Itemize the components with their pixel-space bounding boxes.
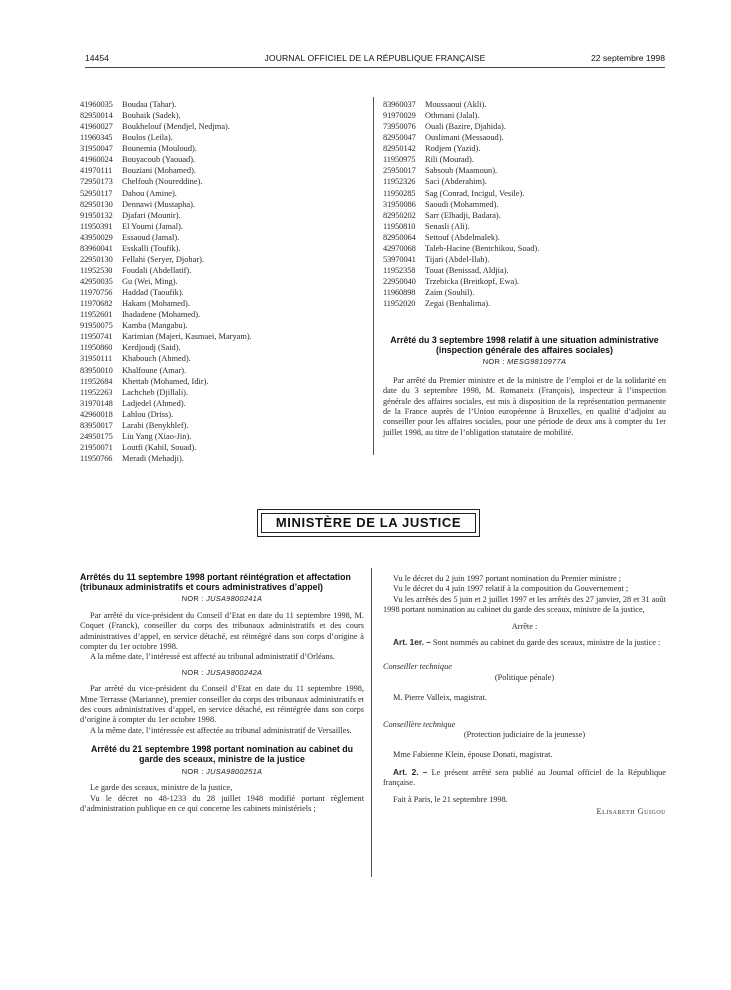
entry-code: 11950391 — [80, 221, 113, 231]
entry-name: Ouslimani (Messaoud). — [425, 133, 504, 143]
entry-code: 42970068 — [383, 243, 416, 253]
name-entry — [383, 99, 668, 110]
entry-code: 82950014 — [80, 111, 113, 121]
entry-code: 11952326 — [383, 177, 416, 187]
arrete-social-body: Par arrêté du Premier ministre et de la ministre de l’emploi et de la solidarité en date du 3 septembre 1998, M. Romaneix (François), inspecteur à l’inspection générale des affaires sociales, est mis à disposition de la représentation permanente de la France auprès de l’Union européenne à Bruxelles, en qualité d’adjoint au conseiller pour les affaires sociales, pour une période de deux ans à compter du 1er juillet 1998, au titre de l’obligation statutaire de mobilité. — [383, 375, 666, 437]
right-column — [383, 574, 666, 818]
name-entry — [80, 398, 365, 409]
arrete-word: Arrête : — [511, 621, 538, 631]
entry-name: Saoudi (Mohammed). — [425, 199, 499, 209]
name-entry — [383, 143, 668, 154]
column-divider-top — [373, 97, 374, 455]
entry-code: 91950132 — [80, 210, 113, 220]
entry-code: 31950086 — [383, 199, 416, 209]
name-entry — [80, 342, 365, 353]
page-header — [85, 53, 665, 67]
entry-name: Sabsoub (Maamoun). — [425, 166, 498, 176]
name-entry — [80, 353, 365, 364]
entry-name: Khettab (Mohamed, Idir). — [122, 376, 209, 386]
name-entry — [383, 210, 668, 221]
entry-name: Chelfouh (Noureddine). — [122, 177, 203, 187]
entry-code: 41960035 — [80, 100, 113, 109]
entry-code: 11952530 — [80, 265, 113, 275]
entry-name: Dennawi (Mustapha). — [122, 199, 196, 209]
entry-code: 41960027 — [80, 122, 113, 132]
nor-label: NOR : — [181, 766, 207, 776]
entry-name: Ouali (Bazire, Djahida). — [425, 122, 506, 132]
name-entry — [80, 154, 365, 165]
entry-code: 11970682 — [80, 299, 113, 309]
entry-name: Djafari (Mounir). — [122, 210, 181, 220]
entry-code: 83960041 — [80, 243, 113, 253]
entry-name: Kamba (Mangabu). — [122, 321, 188, 331]
name-entry — [80, 320, 365, 331]
entry-name: Kerdjoudj (Said). — [122, 343, 181, 353]
name-entry — [80, 165, 365, 176]
entry-name: Othmani (Jalal). — [425, 111, 480, 121]
entry-code: 82950064 — [383, 232, 416, 242]
name-entry — [80, 132, 365, 143]
publication-date: 22 septembre 1998 — [590, 53, 665, 63]
entry-code: 82950202 — [383, 210, 416, 220]
article-1 — [383, 637, 666, 648]
paragraph-orleans: A la même date, l’intéressé est affecté au tribunal administratif d’Orléans. — [90, 652, 335, 662]
entry-code: 11950741 — [80, 332, 113, 342]
name-entry — [80, 331, 365, 342]
names-list-left — [80, 99, 365, 464]
entry-name: Boudaa (Tahar). — [122, 100, 177, 109]
arrete-social-nor — [383, 357, 666, 367]
name-entry — [80, 276, 365, 287]
name-entry — [80, 442, 365, 453]
entry-code: 11950810 — [383, 221, 416, 231]
entry-code: 42960018 — [80, 409, 113, 419]
article-2 — [383, 767, 666, 789]
entry-code: 42950035 — [80, 277, 113, 286]
entry-code: 52950117 — [80, 188, 113, 198]
role-conseillere: Conseillère technique — [383, 719, 456, 729]
header-rule — [85, 67, 665, 68]
fait-a-paris: Fait à Paris, le 21 septembre 1998. — [393, 794, 508, 804]
entry-name: Lachcheb (Djillali). — [122, 387, 189, 397]
name-entry — [383, 199, 668, 210]
entry-name: Khabouch (Ahmed). — [122, 354, 191, 364]
arrete-nomination-title: Arrêté du 21 septembre 1998 portant nomination au cabinet du garde des sceaux, ministre de la justice — [90, 744, 353, 765]
name-entry — [383, 221, 668, 232]
entry-name: Settouf (Abdelmalek). — [425, 232, 500, 242]
entry-code: 91970029 — [383, 111, 416, 121]
arrete-reintegration-title: Arrêtés du 11 septembre 1998 portant réintégration et affectation (tribunaux administratifs et cours administratives d’appel) — [80, 572, 351, 593]
paragraph-garde-des-sceaux: Le garde des sceaux, ministre de la justice, — [90, 783, 233, 793]
name-entry — [80, 409, 365, 420]
name-entry — [80, 121, 365, 132]
entry-code: 11950975 — [383, 155, 416, 165]
entry-name: Bouyacoub (Yaouad). — [122, 155, 196, 165]
name-entry — [80, 387, 365, 398]
entry-name: Loutfi (Kabil, Souad). — [122, 442, 197, 452]
entry-name: Saci (Abderahim). — [425, 177, 487, 187]
entry-name: Bounemia (Mouloud). — [122, 144, 197, 154]
name-entry — [80, 431, 365, 442]
entry-code: 31950047 — [80, 144, 113, 154]
nor-label: NOR : — [482, 357, 508, 367]
article-2-label: Art. 2. – — [393, 766, 428, 777]
name-entry — [80, 99, 365, 110]
nor-code: JUSA9800251A — [206, 766, 263, 776]
name-entry — [383, 232, 668, 243]
visa-premier-ministre: Vu le décret du 2 juin 1997 portant nomination du Premier ministre ; — [393, 574, 622, 583]
entry-name: Boukhelouf (Mendjel, Nedjma). — [122, 122, 230, 132]
visa-arretes: Vu les arrêtés des 5 juin et 2 juillet 1997 et les arrêtés des 27 janvier, 28 et 31 août 1998 portant nomination au cabinet du garde des sceaux, ministre de la justice, — [383, 594, 666, 615]
entry-code: 31970148 — [80, 398, 113, 408]
entry-name: Tijari (Abdel-Ilah). — [425, 254, 490, 264]
entry-name: Zegai (Benhalima). — [425, 299, 491, 309]
role-conseiller-sub: (Politique pénale) — [494, 672, 555, 682]
person-klein: Mme Fabienne Klein, épouse Donati, magistrat. — [393, 750, 553, 760]
name-entry — [80, 110, 365, 121]
entry-code: 11960898 — [383, 288, 416, 298]
paragraph-terrasse: Par arrêté du vice-président du Conseil d’Etat en date du 11 septembre 1998, Mme Terrasse (Marianne), premier conseiller du corps des tribunaux administratifs et des cours administratives d’appel, en service détaché, est réintégrée dans son corps d’origine à compter du 1er octobre 1998. — [80, 684, 364, 725]
name-entry — [383, 121, 668, 132]
name-entry — [80, 287, 365, 298]
name-entry — [80, 265, 365, 276]
entry-name: Rili (Mourad). — [425, 155, 474, 165]
entry-name: Touat (Benissad, Aldjia). — [425, 265, 509, 275]
name-entry — [383, 188, 668, 199]
entry-name: Senasli (Ali). — [425, 221, 470, 231]
name-entry — [80, 376, 365, 387]
entry-code: 72950173 — [80, 177, 113, 187]
entry-code: 82950130 — [80, 199, 113, 209]
entry-code: 83960037 — [383, 100, 416, 109]
entry-name: Esskalli (Toufik). — [122, 243, 181, 253]
name-entry — [80, 232, 365, 243]
name-entry — [80, 188, 365, 199]
entry-code: 11952263 — [80, 387, 113, 397]
ministry-heading: MINISTÈRE DE LA JUSTICE — [261, 513, 476, 533]
name-entry — [383, 154, 668, 165]
entry-name: Essaoud (Jamal). — [122, 232, 180, 242]
entry-name: Hakam (Mohamed). — [122, 299, 190, 309]
entry-name: Dahou (Amine). — [122, 188, 177, 198]
paragraph-decret-1948: Vu le décret no 48-1233 du 28 juillet 1948 modifié portant règlement d’administration publique en ce qui concerne les cabinets ministériels ; — [80, 793, 364, 813]
name-entry — [383, 287, 668, 298]
entry-name: Trzebicka (Breitkopf, Ewa). — [425, 277, 520, 286]
name-entry — [80, 143, 365, 154]
person-valleix: M. Pierre Valleix, magistrat. — [393, 693, 487, 703]
entry-name: Meradi (Mehadji). — [122, 454, 184, 463]
entry-name: Moussaoui (Akli). — [425, 100, 487, 109]
name-entry — [383, 276, 668, 287]
name-entry — [80, 309, 365, 320]
nor-code: MESG9810977A — [507, 357, 567, 367]
entry-name: Foudali (Abdellatif). — [122, 265, 192, 275]
entry-code: 11952020 — [383, 299, 416, 309]
entry-name: Gu (Wei, Ming). — [122, 277, 178, 286]
name-entry — [383, 298, 668, 309]
name-entry — [80, 176, 365, 187]
page-number: 14454 — [85, 53, 109, 63]
entry-name: Bouziani (Mohamed). — [122, 166, 196, 176]
entry-name: Taleb-Hacine (Bentchikou, Soad). — [425, 243, 540, 253]
entry-code: 43950029 — [80, 232, 113, 242]
signature: Elisabeth Guigou — [596, 807, 666, 817]
article-2-text: Le présent arrêté sera publié au Journal officiel de la République française. — [383, 767, 666, 788]
name-entry — [383, 165, 668, 176]
entry-name: Karimian (Majeri, Kasmaei, Maryam). — [122, 332, 252, 342]
entry-code: 11970756 — [80, 288, 113, 298]
entry-code: 82950047 — [383, 133, 416, 143]
name-entry — [383, 132, 668, 143]
entry-code: 91950075 — [80, 321, 113, 331]
entry-name: Boulos (Leila). — [122, 133, 173, 143]
name-entry — [80, 254, 365, 265]
entry-code: 31950111 — [80, 354, 113, 364]
entry-code: 25950017 — [383, 166, 416, 176]
role-conseillere-sub: (Protection judiciaire de la jeunesse) — [463, 730, 586, 740]
name-entry — [80, 420, 365, 431]
nor-1 — [80, 594, 364, 604]
entry-code: 11952358 — [383, 265, 416, 275]
entry-name: Lahlou (Driss). — [122, 409, 174, 419]
name-entry — [383, 265, 668, 276]
entry-code: 83950017 — [80, 420, 113, 430]
entry-code: 11952601 — [80, 310, 113, 320]
names-list-right — [383, 99, 668, 309]
entry-name: Rodjem (Yazid). — [425, 144, 481, 154]
nor-code: JUSA9800241A — [206, 594, 263, 604]
column-divider-bottom — [371, 568, 372, 877]
paragraph-coquet: Par arrêté du vice-président du Conseil d’Etat en date du 11 septembre 1998, M. Coquet (Franck), conseiller du corps des tribunaux administratifs et des cours administratives d’appel, en service détaché, est réintégré dans son corps d’origine à compter du 1er octobre 1998. — [80, 610, 364, 652]
article-1-text: Sont nommés au cabinet du garde des sceaux, ministre de la justice : — [430, 638, 661, 648]
nor-label: NOR : — [181, 594, 207, 604]
entry-code: 22950130 — [80, 254, 113, 264]
nor-2 — [80, 668, 364, 678]
entry-code: 11952684 — [80, 376, 113, 386]
entry-code: 11950285 — [383, 188, 416, 198]
entry-name: Bouhaik (Sadek). — [122, 111, 181, 121]
entry-code: 83950010 — [80, 365, 113, 375]
name-entry — [80, 453, 365, 464]
nor-label: NOR : — [181, 667, 207, 677]
entry-name: Fellahi (Seryer, Djohar). — [122, 254, 204, 264]
entry-name: Haddad (Taoufik). — [122, 288, 184, 298]
name-entry — [80, 365, 365, 376]
entry-name: El Youmi (Jamal). — [122, 221, 183, 231]
article-1-label: Art. 1er. – — [393, 637, 431, 648]
name-entry — [80, 199, 365, 210]
nor-3 — [80, 767, 364, 777]
entry-name: Larabi (Benykhlef). — [122, 420, 189, 430]
name-entry — [383, 243, 668, 254]
role-conseiller: Conseiller technique — [383, 662, 452, 672]
entry-name: Zaim (Souhil). — [425, 288, 475, 298]
entry-code: 22950040 — [383, 277, 416, 286]
left-column — [80, 572, 364, 814]
entry-code: 53970041 — [383, 254, 416, 264]
name-entry — [80, 210, 365, 221]
ministry-heading-box — [257, 509, 480, 537]
entry-code: 82950142 — [383, 144, 416, 154]
entry-code: 41970111 — [80, 166, 113, 176]
name-entry — [80, 221, 365, 232]
name-entry — [383, 254, 668, 265]
entry-code: 11950860 — [80, 343, 113, 353]
entry-code: 21950071 — [80, 442, 113, 452]
journal-title: JOURNAL OFFICIEL DE LA RÉPUBLIQUE FRANÇAISE — [264, 53, 486, 63]
arrete-social-title: Arrêté du 3 septembre 1998 relatif à une situation administrative (inspection générale des affaires sociales) — [390, 335, 659, 356]
entry-code: 73950076 — [383, 122, 416, 132]
visa-gouvernement: Vu le décret du 4 juin 1997 relatif à la composition du Gouvernement ; — [393, 584, 629, 594]
paragraph-versailles: A la même date, l’intéressée est affectée au tribunal administratif de Versailles. — [90, 725, 352, 735]
entry-name: Liu Yang (Xiao-Jin). — [122, 431, 192, 441]
name-entry — [80, 298, 365, 309]
arrete-social-section — [383, 335, 666, 438]
entry-name: Ladjedel (Ahmed). — [122, 398, 186, 408]
entry-name: Khalfoune (Amar). — [122, 365, 187, 375]
name-entry — [383, 176, 668, 187]
entry-code: 11950766 — [80, 454, 113, 463]
entry-name: Ihadadene (Mohamed). — [122, 310, 201, 320]
entry-code: 41960024 — [80, 155, 113, 165]
entry-code: 24950175 — [80, 431, 113, 441]
entry-name: Sarr (Elhadji, Badara). — [425, 210, 501, 220]
name-entry — [80, 243, 365, 254]
nor-code: JUSA9800242A — [206, 667, 263, 677]
name-entry — [383, 110, 668, 121]
entry-name: Sag (Conrad, Incigul, Vesile). — [425, 188, 525, 198]
entry-code: 11960345 — [80, 133, 113, 143]
